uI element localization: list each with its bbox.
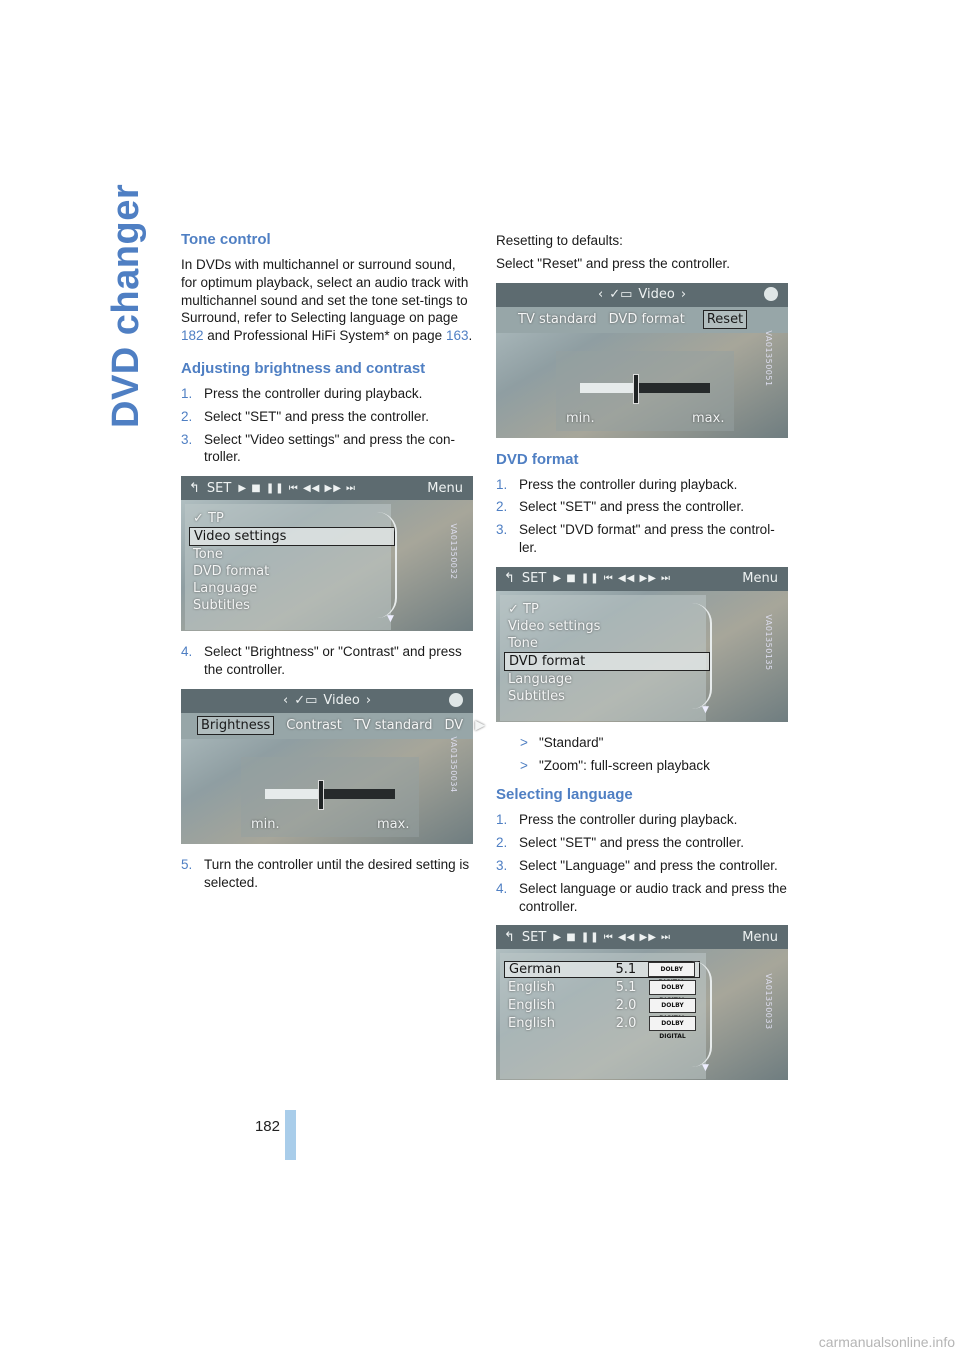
max-label: max.	[377, 816, 410, 832]
tab-tv-standard: TV standard	[518, 312, 597, 328]
tab-dvd-format: DV	[444, 718, 464, 734]
tab-contrast: Contrast	[286, 718, 342, 734]
screen-top-bar: ‹ ✓▭ Video ›	[496, 283, 788, 307]
page-number-bar	[285, 1110, 296, 1160]
list-item: 2. Select "SET" and press the controller.	[496, 835, 744, 851]
reset-text-1: Resetting to defaults:	[496, 233, 623, 248]
screenshot-video-brightness	[181, 689, 486, 844]
dvd-format-steps	[496, 476, 788, 557]
chevron-left-icon: ‹	[597, 287, 604, 303]
dial-icon	[449, 693, 463, 707]
arrow-icon: >	[520, 734, 528, 750]
footer-watermark: carmanualsonline.info	[818, 1334, 955, 1350]
dolby-digital-icon: DOLBY	[648, 962, 695, 977]
page-number: 182	[254, 1118, 280, 1135]
language-list	[504, 961, 700, 1041]
screen-top-bar: ‹ ✓▭ Video ›	[181, 689, 473, 713]
language-row: English 2.0 DOLBY	[504, 997, 700, 1014]
list-item: 5. Turn the controller until the desired setting is selected.	[181, 856, 470, 890]
menu-item-language: Language	[508, 671, 573, 687]
playback-controls-icon: ▶ ■ ❚❚ ⏮ ◀◀ ▶▶ ⏭	[553, 931, 672, 943]
set-menu-list	[189, 510, 395, 614]
arrow-icon: >	[520, 757, 528, 773]
brightness-heading: Adjusting brightness and contrast	[181, 359, 426, 377]
screenshot-set-menu-dvd-format	[496, 567, 788, 722]
min-label: min.	[566, 410, 595, 426]
right-column	[496, 232, 788, 1092]
screen-top-bar: ↰ SET ▶ ■ ❚❚ ⏮ ◀◀ ▶▶ ⏭ Menu	[496, 925, 788, 949]
screenshot-video-reset	[496, 283, 788, 438]
min-label: min.	[251, 816, 280, 832]
dial-icon	[764, 287, 778, 301]
tab-tv-standard: TV standard	[353, 718, 433, 734]
chevron-left-icon: ‹	[282, 693, 289, 709]
menu-item-dvd-format: DVD format	[193, 564, 270, 580]
screen-top-bar: ↰ SET ▶ ■ ❚❚ ⏮ ◀◀ ▶▶ ⏭ Menu	[181, 476, 473, 500]
check-icon: ✓	[193, 511, 209, 527]
back-icon: ↰	[189, 480, 200, 496]
list-item: 1. Press the controller during playback.	[496, 476, 738, 492]
max-label: max.	[692, 410, 725, 426]
menu-item-subtitles: Subtitles	[508, 688, 565, 704]
list-item: 3. Select "Video settings" and press the con-troller.	[181, 431, 455, 465]
brightness-steps-end	[181, 856, 473, 892]
chevron-right-icon: ›	[680, 287, 687, 303]
list-item: 4. Select "Brightness" or "Contrast" and press the controller.	[181, 644, 462, 677]
reset-text-2: Select "Reset" and press the controller.	[496, 255, 730, 271]
menu-item-tone: Tone	[193, 547, 223, 563]
tone-control-heading: Tone control	[181, 231, 271, 248]
tab-dvd-format: DVD format	[608, 312, 685, 328]
video-tabs	[181, 713, 486, 739]
language-row: German 5.1 DOLBY	[504, 961, 700, 978]
reset-slider	[580, 383, 710, 393]
set-menu-list	[504, 601, 710, 705]
dolby-digital-icon: DOLBY	[649, 998, 696, 1013]
list-item: > "Zoom": full-screen playback	[520, 757, 710, 773]
scroll-down-icon: ▼	[702, 704, 709, 715]
scroll-down-icon: ▼	[702, 1063, 709, 1074]
dolby-digital-icon: DOLBY	[649, 980, 696, 995]
tv-icon: ✓▭	[294, 693, 318, 709]
screenshot-set-menu-video	[181, 476, 473, 631]
dvd-format-options	[496, 734, 788, 775]
image-code: VA01350135	[763, 614, 773, 671]
back-icon: ↰	[504, 571, 515, 587]
menu-item-tp: ✓ TP	[193, 511, 224, 527]
language-row: English 2.0 DOLBY DIGITAL	[504, 1015, 700, 1032]
back-icon: ↰	[504, 929, 515, 945]
video-tabs	[496, 307, 788, 333]
menu-item-language: Language	[193, 581, 258, 597]
image-code: VA01350033	[763, 973, 773, 1030]
screen-top-bar: ↰ SET ▶ ■ ❚❚ ⏮ ◀◀ ▶▶ ⏭ Menu	[496, 567, 788, 591]
image-code: VA01350032	[448, 523, 458, 581]
tab-reset: Reset	[703, 310, 747, 329]
language-row: English 5.1 DOLBY	[504, 979, 700, 996]
side-chapter-title: DVD changer	[105, 183, 147, 428]
playback-controls-icon: ▶ ■ ❚❚ ⏮ ◀◀ ▶▶ ⏭	[238, 482, 357, 494]
menu-item-subtitles: Subtitles	[193, 598, 250, 614]
brightness-steps-cont	[181, 643, 473, 679]
chevron-right-icon: ›	[365, 693, 372, 709]
tab-brightness: Brightness	[197, 716, 274, 735]
list-item: 2. Select "SET" and press the controller.	[496, 499, 744, 515]
check-icon: ✓	[508, 601, 524, 617]
list-item: 1. Press the controller during playback.	[496, 812, 738, 828]
menu-item-tp: ✓ TP	[508, 601, 539, 617]
tv-icon: ✓▭	[609, 287, 633, 303]
list-item: 4. Select language or audio track and press the controller.	[496, 880, 787, 914]
list-item: 3. Select "DVD format" and press the control-ler.	[496, 522, 775, 555]
list-item: > "Standard"	[520, 734, 604, 750]
dvd-format-heading: DVD format	[496, 450, 579, 468]
playback-controls-icon: ▶ ■ ❚❚ ⏮ ◀◀ ▶▶ ⏭	[553, 573, 672, 585]
screenshot-language	[496, 925, 788, 1080]
tone-control-text: In DVDs with multichannel or surround sound, for optimum playback, select an audio track with multichannel sound and set the tone set-tings to Surround, refer to Selecting language on page 182 and Professional HiFi System* on page 163.	[181, 257, 473, 344]
language-steps	[496, 811, 788, 915]
play-icon: ▶	[475, 718, 486, 734]
left-column	[181, 230, 486, 896]
scroll-down-icon: ▼	[387, 614, 394, 625]
page-link-182[interactable]: 182	[181, 328, 204, 344]
list-item: 1. Press the controller during playback.	[181, 385, 423, 401]
brightness-steps	[181, 385, 473, 466]
menu-item-tone: Tone	[508, 635, 538, 651]
image-code: VA01350034	[448, 736, 458, 793]
list-item: 2. Select "SET" and press the controller.	[181, 408, 429, 424]
dolby-digital-icon: DOLBY DIGITAL	[649, 1016, 696, 1031]
language-heading: Selecting language	[496, 786, 633, 804]
page-link-163[interactable]: 163	[445, 328, 469, 344]
brightness-slider	[265, 789, 395, 799]
list-item: 3. Select "Language" and press the controller.	[496, 857, 778, 873]
menu-item-video-settings: Video settings	[508, 618, 601, 634]
menu-item-dvd-format: DVD format	[504, 652, 710, 671]
image-code: VA01350051	[763, 330, 773, 387]
menu-item-video-settings: Video settings	[189, 527, 395, 546]
